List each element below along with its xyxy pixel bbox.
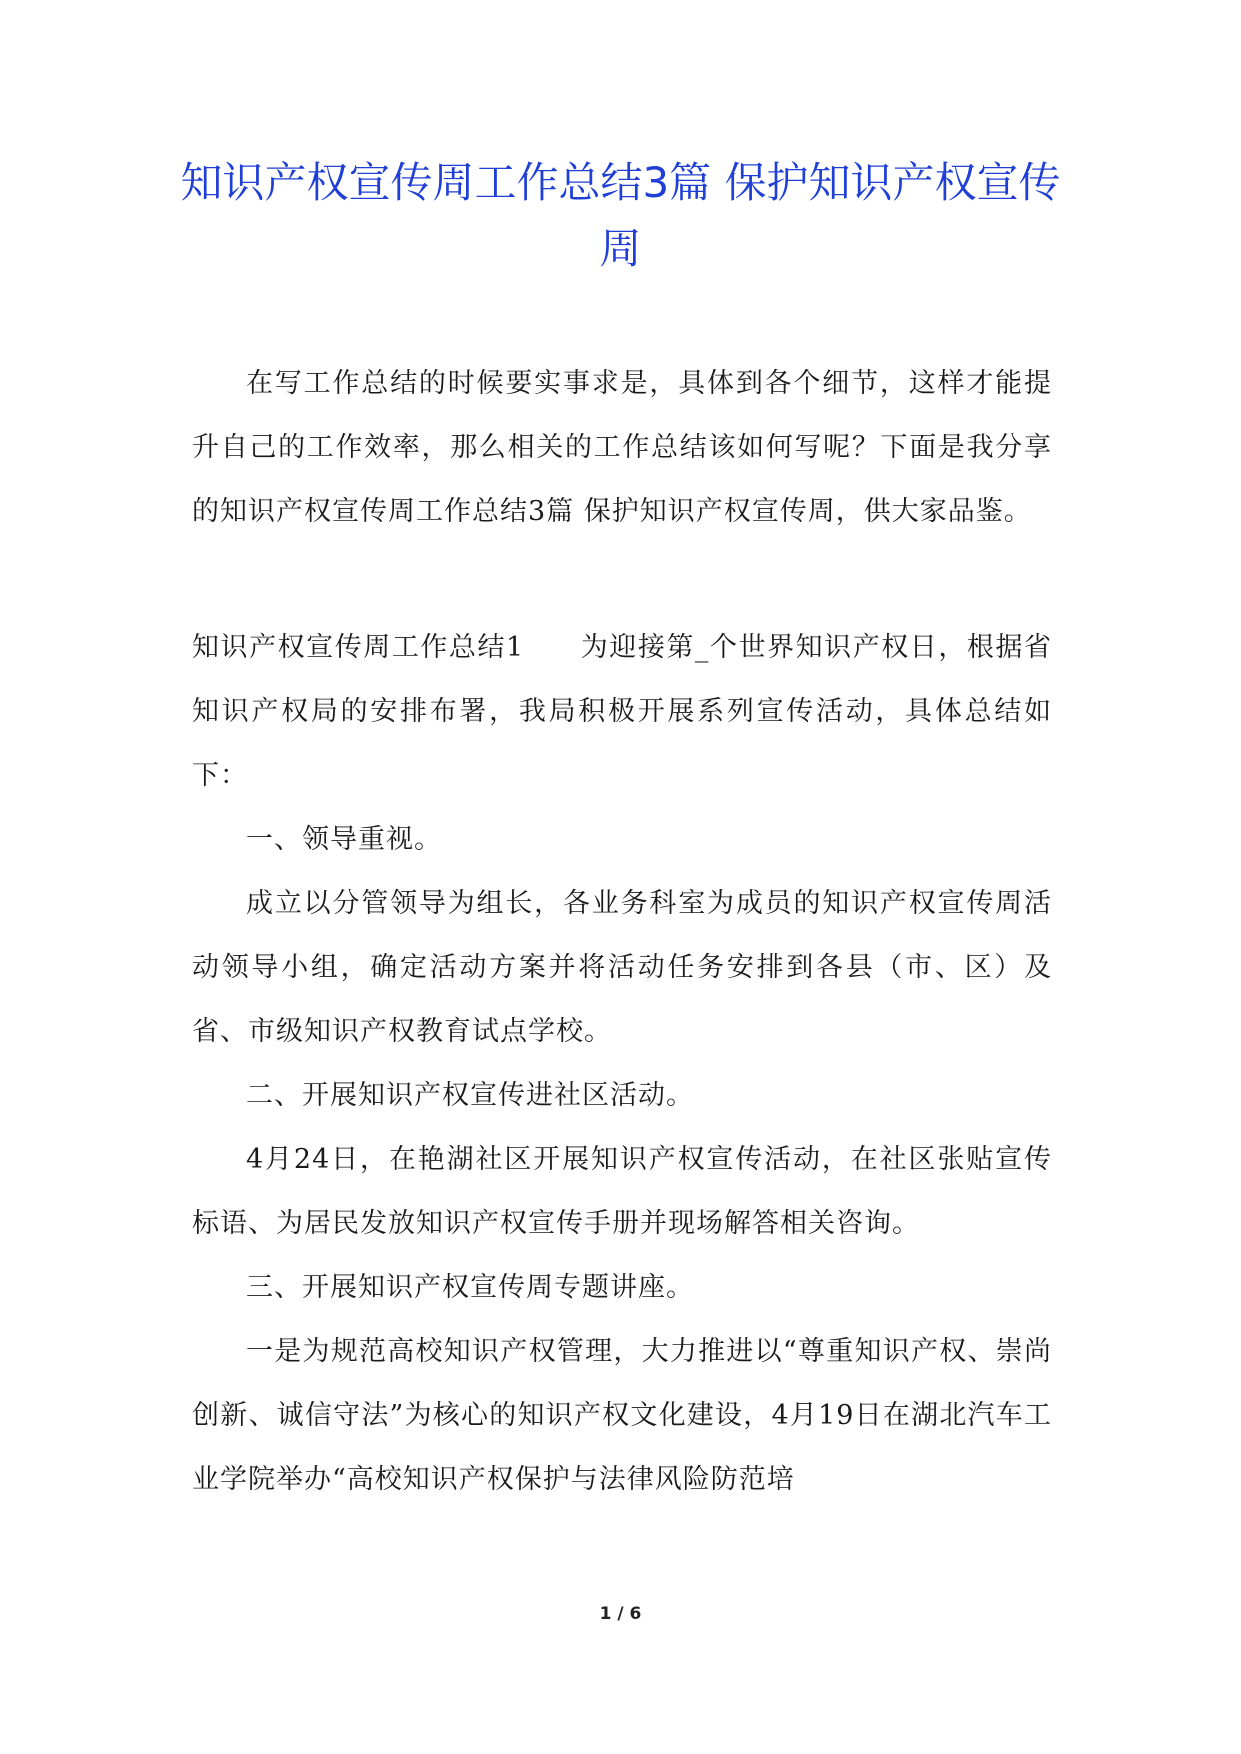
- document-body: [192, 352, 1052, 1512]
- section-1-title: 知识产权宣传周工作总结1: [192, 632, 525, 663]
- intro-paragraph: 在写工作总结的时候要实事求是，具体到各个细节，这样才能提升自己的工作效率，那么相关的工作总结该如何写呢？下面是我分享的知识产权宣传周工作总结3篇 保护知识产权宣传周，供大家品鉴。: [192, 368, 1052, 527]
- heading-leadership: 一、领导重视。: [246, 824, 442, 855]
- paragraph-community: 4月24日，在艳湖社区开展知识产权宣传活动，在社区张贴宣传标语、为居民发放知识产权宣传手册并现场解答相关咨询。: [192, 1144, 1052, 1239]
- document-title: 知识产权宣传周工作总结3篇 保护知识产权宣传周: [180, 158, 1061, 273]
- paragraph-lecture: 一是为规范高校知识产权管理，大力推进以“尊重知识产权、崇尚创新、诚信守法”为核心的知识产权文化建设，4月19日在湖北汽车工业学院举办“高校知识产权保护与法律风险防范培: [192, 1336, 1052, 1495]
- section-1-paragraph: [192, 616, 1052, 808]
- paragraph-leadership: 成立以分管领导为组长，各业务科室为成员的知识产权宣传周活动领导小组，确定活动方案并将活动任务安排到各县（市、区）及省、市级知识产权教育试点学校。: [192, 888, 1052, 1047]
- heading-community: 二、开展知识产权宣传进社区活动。: [246, 1080, 694, 1111]
- section-1-lead: 为迎接第_个世界知识产权日，根据省知识产权局的安排布署，我局积极开展系列宣传活动，具体总结如下：: [192, 632, 1052, 791]
- heading-lecture: 三、开展知识产权宣传周专题讲座。: [246, 1272, 694, 1303]
- page-number: 1 / 6: [599, 1604, 642, 1624]
- paragraph-gap: [192, 544, 1052, 616]
